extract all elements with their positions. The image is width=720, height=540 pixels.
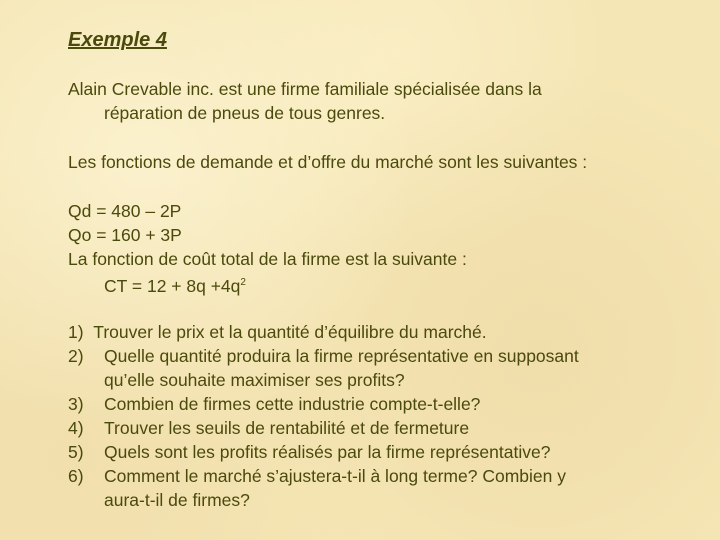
question-number: 1) (68, 322, 84, 342)
question-number: 6) (68, 466, 84, 486)
market-intro: Les fonctions de demande et d’offre du marché sont les suivantes : (68, 152, 588, 172)
question-text: qu’elle souhaite maximiser ses profits? (104, 370, 405, 390)
question-number: 3) (68, 394, 84, 414)
question-text: Comment le marché s’ajustera-t-il à long terme? Combien y (104, 466, 566, 486)
demand-equation: Qd = 480 – 2P (68, 201, 182, 221)
question-1 (68, 321, 487, 343)
supply-equation: Qo = 160 + 3P (68, 225, 182, 245)
question-text: Trouver le prix et la quantité d’équilibre du marché. (93, 322, 487, 342)
question-number: 4) (68, 418, 84, 438)
slide-title: Exemple 4 (68, 29, 167, 51)
cost-function (104, 272, 246, 297)
intro-line-2: réparation de pneus de tous genres. (104, 103, 386, 123)
question-text: Trouver les seuils de rentabilité et de fermeture (104, 418, 470, 438)
cost-intro: La fonction de coût total de la firme est la suivante : (68, 249, 467, 269)
intro-line-1: Alain Crevable inc. est une firme familiale spécialisée dans la (68, 79, 542, 99)
question-text: Quelle quantité produira la firme représentative en supposant (104, 346, 579, 366)
question-number: 2) (68, 346, 84, 366)
question-text: Quels sont les profits réalisés par la firme représentative? (104, 442, 551, 462)
cost-function-exponent: 2 (240, 277, 246, 288)
cost-function-base: CT = 12 + 8q +4q (104, 276, 241, 296)
question-number: 5) (68, 442, 84, 462)
question-text: Combien de firmes cette industrie compte-t-elle? (104, 394, 481, 414)
question-text: aura-t-il de firmes? (104, 490, 250, 510)
